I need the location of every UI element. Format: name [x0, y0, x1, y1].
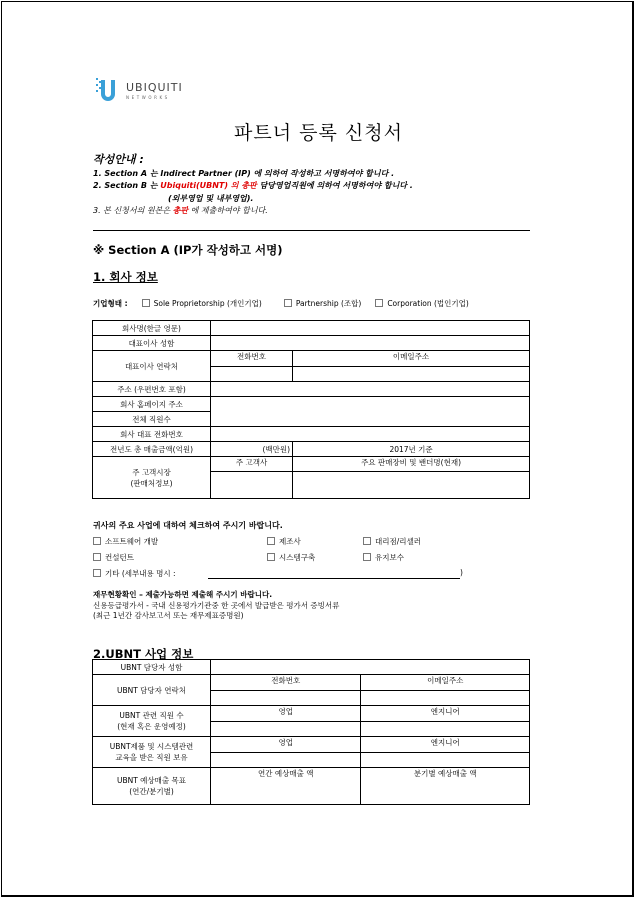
- ubiquiti-logo: [94, 76, 183, 106]
- manager-field[interactable]: [211, 660, 530, 675]
- check-reseller[interactable]: 대리점/리셀러: [363, 536, 421, 547]
- company-type-label: 기업형태 :: [93, 299, 128, 308]
- col-header: 영업: [211, 737, 361, 753]
- guide-line-2b: (외부영업 및 내부영업).: [168, 193, 254, 203]
- col-header: 연간 예상매출 액: [211, 768, 361, 783]
- row-label: 전년도 총 매출금액(억원): [93, 442, 211, 457]
- checkbox-icon[interactable]: [363, 553, 371, 561]
- revenue-base: 2017년 기준: [293, 442, 530, 457]
- manager-phone-field[interactable]: [211, 690, 361, 706]
- row-label: UBNT 담당자 성함: [93, 660, 211, 675]
- checkbox-icon[interactable]: [267, 537, 275, 545]
- row-label: 회사명(한글 영문): [93, 321, 211, 336]
- col-header: 분기별 예상매출 액: [361, 768, 530, 783]
- ceo-phone-field[interactable]: [211, 366, 293, 382]
- col-header: 주요 판매장비 및 밴더명(현재): [293, 457, 530, 472]
- company-type-row: [93, 298, 469, 309]
- guide-line-2: 2. Section B 는 Ubiquiti(UBNT) 의 총판 담당영업직원에 의하여 서명하여야 합니다 .: [93, 181, 413, 190]
- etc-close: ): [460, 568, 463, 577]
- section-1-title: 1. 회사 정보: [93, 270, 158, 284]
- option-corporation[interactable]: Corporation (법인기업): [375, 298, 469, 309]
- manager-email-field[interactable]: [361, 690, 530, 706]
- guide-line-3: 3. 본 신청서의 원본은 총판 에 제출하여야 합니다.: [93, 206, 268, 215]
- check-maintenance[interactable]: 유지보수: [363, 552, 404, 563]
- row-label: UBNT제품 및 시스템관련 교육을 받은 직원 보유: [93, 737, 211, 768]
- checkbox-icon[interactable]: [284, 299, 292, 307]
- trained-engineer-field[interactable]: [361, 752, 530, 768]
- main-phone-field[interactable]: [211, 427, 530, 442]
- company-name-field[interactable]: [211, 321, 530, 336]
- col-header: 엔지니어: [361, 737, 530, 753]
- check-software[interactable]: 소프트웨어 개발: [93, 536, 158, 547]
- finance-line-2: (최근 1년간 감사보고서 또는 재무제표증명원): [93, 611, 244, 620]
- trained-sales-field[interactable]: [211, 752, 361, 768]
- row-label: UBNT 예상매출 목표 (연간/분기별): [93, 768, 211, 805]
- guide-line-1: 1. Section A 는 Indirect Partner (IP) 에 의하여 작성하고 서명하여야 합니다 .: [93, 168, 395, 178]
- col-header: 이메일주소: [293, 351, 530, 367]
- main-customer-field[interactable]: [211, 472, 293, 499]
- ubnt-business-table: [92, 659, 530, 805]
- divider: [93, 230, 530, 231]
- checkbox-icon[interactable]: [93, 537, 101, 545]
- revenue-unit: (백만원): [211, 442, 293, 457]
- checkbox-icon[interactable]: [375, 299, 383, 307]
- guide-block: [93, 154, 533, 218]
- logo-subtext: NETWORKS: [126, 95, 170, 100]
- col-header: 영업: [211, 706, 361, 722]
- check-manufacturer[interactable]: 제조사: [267, 536, 301, 547]
- check-consultant[interactable]: 컨설턴트: [93, 552, 134, 563]
- ubiquiti-logo-icon: [94, 76, 120, 106]
- row-label: 주 고객시장 (판매처정보): [93, 457, 211, 499]
- ceo-name-field[interactable]: [211, 336, 530, 351]
- row-label: 주소 (우편번호 포함): [93, 382, 211, 397]
- quarterly-field[interactable]: [361, 782, 530, 805]
- col-header: 이메일주소: [361, 675, 530, 691]
- row-label: 회사 홈페이지 주소: [93, 397, 211, 412]
- row-label: 전체 직원수: [93, 412, 211, 427]
- address-field[interactable]: [211, 382, 530, 397]
- page-title: 파트너 등록 신청서: [234, 122, 403, 144]
- col-header: 전화번호: [211, 675, 361, 691]
- section-2-title: 2.UBNT 사업 정보: [93, 647, 194, 661]
- col-header: 주 고객사: [211, 457, 293, 472]
- main-products-field[interactable]: [293, 472, 530, 499]
- finance-block: [93, 590, 339, 622]
- row-label: 대표이사 성함: [93, 336, 211, 351]
- etc-input-line[interactable]: [208, 578, 460, 579]
- check-etc[interactable]: 기타 (세부내용 명시 :: [93, 568, 176, 579]
- option-sole[interactable]: Sole Proprietorship (개인기업): [142, 298, 262, 309]
- staff-engineer-field[interactable]: [361, 721, 530, 737]
- section-a-heading: ※ Section A (IP가 작성하고 서명): [93, 243, 283, 257]
- check-integrator[interactable]: 시스템구축: [267, 552, 315, 563]
- col-header: 전화번호: [211, 351, 293, 367]
- annual-field[interactable]: [211, 782, 361, 805]
- finance-line-1: 신용등급평가서 - 국내 신용평가기관중 한 곳에서 발급받은 평가서 증빙서류: [93, 600, 340, 610]
- finance-title: 재무현황확인 – 제출가능하면 제출해 주시기 바랍니다.: [93, 590, 273, 599]
- guide-heading: 작성안내 :: [93, 153, 144, 166]
- checkbox-icon[interactable]: [93, 553, 101, 561]
- checkbox-icon[interactable]: [93, 569, 101, 577]
- col-header: 엔지니어: [361, 706, 530, 722]
- ceo-email-field[interactable]: [293, 366, 530, 382]
- row-label: 대표이사 연락처: [93, 351, 211, 382]
- staff-sales-field[interactable]: [211, 721, 361, 737]
- row-label: UBNT 담당자 연락처: [93, 675, 211, 706]
- checkbox-icon[interactable]: [267, 553, 275, 561]
- document-page: [1, 1, 634, 897]
- option-partnership[interactable]: Partnership (조합): [284, 298, 362, 309]
- company-info-table: [92, 320, 530, 499]
- checkbox-icon[interactable]: [363, 537, 371, 545]
- homepage-field[interactable]: [211, 397, 530, 427]
- row-label: UBNT 관련 직원 수 (현재 혹은 운영예정): [93, 706, 211, 737]
- checkbox-icon[interactable]: [142, 299, 150, 307]
- business-title: 귀사의 주요 사업에 대하여 체크하여 주시기 바랍니다.: [93, 521, 283, 530]
- logo-wordmark: UBIQUITI: [126, 81, 183, 94]
- row-label: 회사 대표 전화번호: [93, 427, 211, 442]
